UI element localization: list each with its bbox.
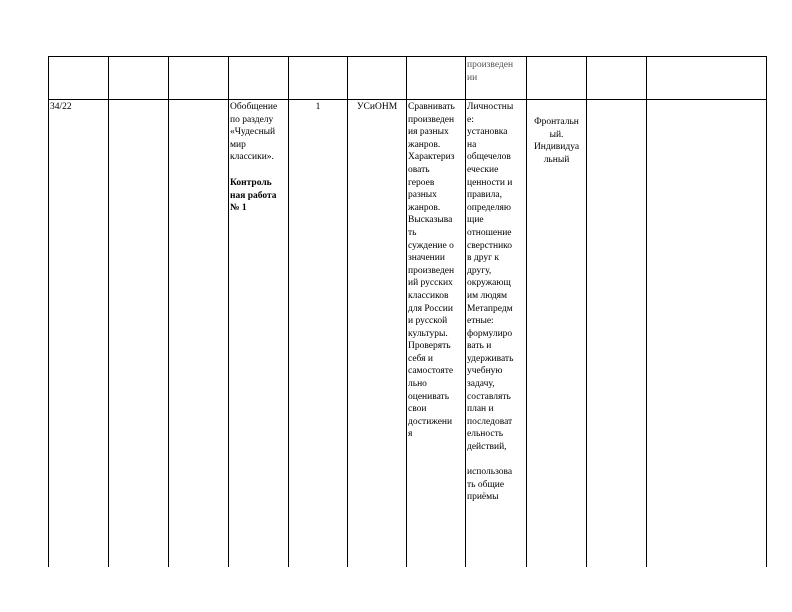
column-border [347, 56, 348, 567]
control-form-cell: Фронтальн ый. Индивидуа льный [533, 117, 580, 165]
lesson-number-cell: 34/22 [50, 102, 72, 112]
column-border [108, 56, 109, 567]
column-border [586, 56, 587, 567]
header-cell-col8: произведен ии [467, 60, 514, 83]
column-border [288, 56, 289, 567]
column-border [48, 56, 49, 567]
topic-title: Обобщение по разделу «Чудесный мир классики». [230, 102, 278, 163]
column-border [406, 56, 407, 567]
column-border [465, 56, 466, 567]
column-border [646, 56, 647, 567]
control-work-label: Контроль ная работа № 1 [230, 177, 277, 214]
column-border [766, 56, 767, 567]
hours-cell: 1 [315, 102, 321, 112]
column-border [168, 56, 169, 567]
lesson-type-cell: УСиОНМ [356, 102, 398, 112]
table-top-border [48, 56, 767, 57]
table-row-divider [48, 99, 767, 100]
topic-cell [230, 101, 277, 215]
learning-outcomes-cell: Личностны е: установка на общечелов еческие ценности и правила, определяю щие отношение сверстнико в друг к другу, окружающ им людям Метапредм етные: формулиро вать и удерживать учебную задачу, составлять план и последоват ельность действий, использова ть общие приёмы [467, 102, 514, 503]
activity-description-cell: Сравнивать произведен ия разных жанров. Характериз овать героев разных жанров. Высказыва ть суждение о значении произведен ий русских классиков для России и русской культуры. Проверять себя и самостояте льно оценивать свои достижени я [408, 102, 455, 440]
column-border [228, 56, 229, 567]
